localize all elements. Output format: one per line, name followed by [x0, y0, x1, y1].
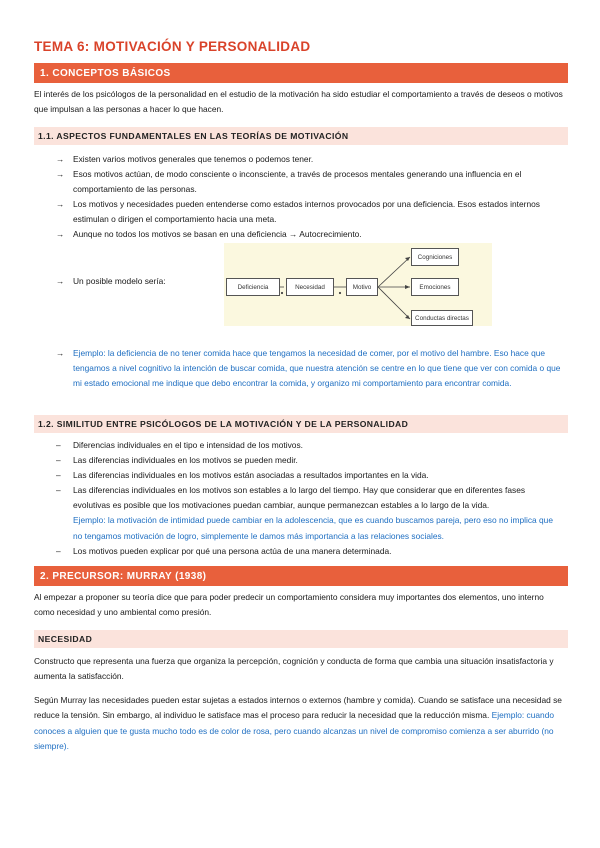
- dash-bullet-icon: –: [56, 470, 61, 481]
- list-item: → Ejemplo: la deficiencia de no tener comida hace que tengamos la necesidad de comer, por el motivo del hambre. Eso hace que tengamos a nivel cognitivo la intención de buscar comida, que nuestra atención se centre en lo que tiene que ver con comida o que mi estado emocional me indique que debo encontrar la comida, y organizo mi comportamiento para encontrar comida.: [56, 348, 561, 389]
- section-1-heading: 1. CONCEPTOS BÁSICOS: [34, 63, 568, 83]
- example-text: Ejemplo: cuando conoces a alguien que te gusta mucho todo es de color de rosa, pero cuando alcanzas un nivel de compromiso comienza a ser aburrido (no siempre).: [34, 710, 555, 751]
- list-item: → Un posible modelo sería:: [56, 274, 564, 289]
- example-text: Ejemplo: la motivación de intimidad puede cambiar en la adolescencia, que es cuando buscamos pareja, pero eso no implica que no tengamos motivación de logro, simplemente le damos más importancia a las relaciones sociales.: [73, 515, 553, 541]
- list-item: → Aunque no todos los motivos se basan en una deficiencia → Autocrecimiento.: [56, 227, 564, 242]
- section-1-intro: El interés de los psicólogos de la personalidad en el estudio de la motivación ha sido estudiar el comportamiento a través de deseos o motivos que impulsan a las personas a hacer lo que hacen.: [34, 89, 563, 115]
- dash-bullet-icon: –: [56, 485, 61, 496]
- node-conductas: Conductas directas: [411, 310, 473, 326]
- example-list: [56, 346, 564, 391]
- node-motivo: Motivo: [346, 278, 378, 296]
- dash-bullet-icon: –: [56, 455, 61, 466]
- necesidad-heading: NECESIDAD: [34, 630, 568, 648]
- arrow-bullet-icon: →: [56, 348, 65, 358]
- section-1-1-list: [56, 152, 564, 243]
- node-emociones: Emociones: [411, 278, 459, 296]
- list-item: → Los motivos y necesidades pueden entenderse como estados internos provocados por una deficiencia. Esos estados internos estimulan o dirigen el comportamiento hacia una meta.: [56, 199, 540, 225]
- section-1-1-heading: 1.1. ASPECTOS FUNDAMENTALES EN LAS TEORÍAS DE MOTIVACIÓN: [34, 127, 568, 145]
- arrow-bullet-icon: →: [56, 154, 65, 164]
- arrow-bullet-icon: →: [56, 169, 65, 180]
- node-deficiencia: Deficiencia: [226, 278, 280, 296]
- list-item: → Existen varios motivos generales que tenemos o podemos tener.: [56, 152, 564, 167]
- list-item: – Diferencias individuales en el tipo e intensidad de los motivos.: [56, 438, 564, 453]
- list-item: – Las diferencias individuales en los motivos se pueden medir.: [56, 453, 564, 468]
- necesidad-murray-paragraph: Según Murray las necesidades pueden estar sujetas a estados internos o externos (hambre y comida). Cuando se satisface una necesidad se reduce la tensión. Sin embargo, al individuo le satisface mas el proceso para reducir la necesidad que la reducción misma. Ejemplo: cuando conoces a alguien que te gusta mucho todo es de color de rosa, pero cuando alcanzas un nivel de compromiso comienza a ser aburrido (no siempre).: [34, 695, 562, 751]
- document-title: TEMA 6: MOTIVACIÓN Y PERSONALIDAD: [34, 39, 311, 54]
- list-item: – Las diferencias individuales en los motivos son estables a lo largo del tiempo. Hay que considerar que en diferentes fases evolutivas es posible que los motivaciones puedan cambiar, aunque permanezcan estables a lo largo de la vida. Ejemplo: la motivación de intimidad puede cambiar en la adolescencia, que es cuando buscamos pareja, pero eso no implica que no tengamos motivación de logro, simplemente le damos más importancia a las relaciones sociales.: [56, 485, 553, 541]
- arrow-bullet-icon: →: [56, 229, 65, 240]
- section-2-intro: Al empezar a proponer su teoría dice que para poder predecir un comportamiento considera muy importantes dos elementos, uno interno como necesidad y uno ambiental como presión.: [34, 592, 544, 618]
- node-cogniciones: Cogniciones: [411, 248, 459, 266]
- arrow-bullet-icon: →: [56, 276, 65, 286]
- section-2-heading: 2. PRECURSOR: MURRAY (1938): [34, 566, 568, 586]
- section-1-2-list: [56, 438, 564, 559]
- list-item: – Las diferencias individuales en los motivos están asociadas a resultados importantes en la vida.: [56, 468, 564, 483]
- dash-bullet-icon: –: [56, 545, 61, 556]
- section-1-2-heading: 1.2. SIMILITUD ENTRE PSICÓLOGOS DE LA MOTIVACIÓN Y DE LA PERSONALIDAD: [34, 415, 568, 433]
- list-item: – Los motivos pueden explicar por qué una persona actúa de una manera determinada.: [56, 544, 564, 559]
- list-item: → Esos motivos actúan, de modo consciente o inconsciente, a través de procesos mentales generando una influencia en el comportamiento de las personas.: [56, 169, 522, 195]
- dash-bullet-icon: –: [56, 440, 61, 450]
- necesidad-definition: Constructo que representa una fuerza que organiza la percepción, cognición y conducta de forma que cambia una situación insatisfactoria y aumenta la satisfacción.: [34, 656, 554, 682]
- arrow-bullet-icon: →: [56, 199, 65, 210]
- node-necesidad: Necesidad: [286, 278, 334, 296]
- motivation-model-diagram: [224, 243, 492, 326]
